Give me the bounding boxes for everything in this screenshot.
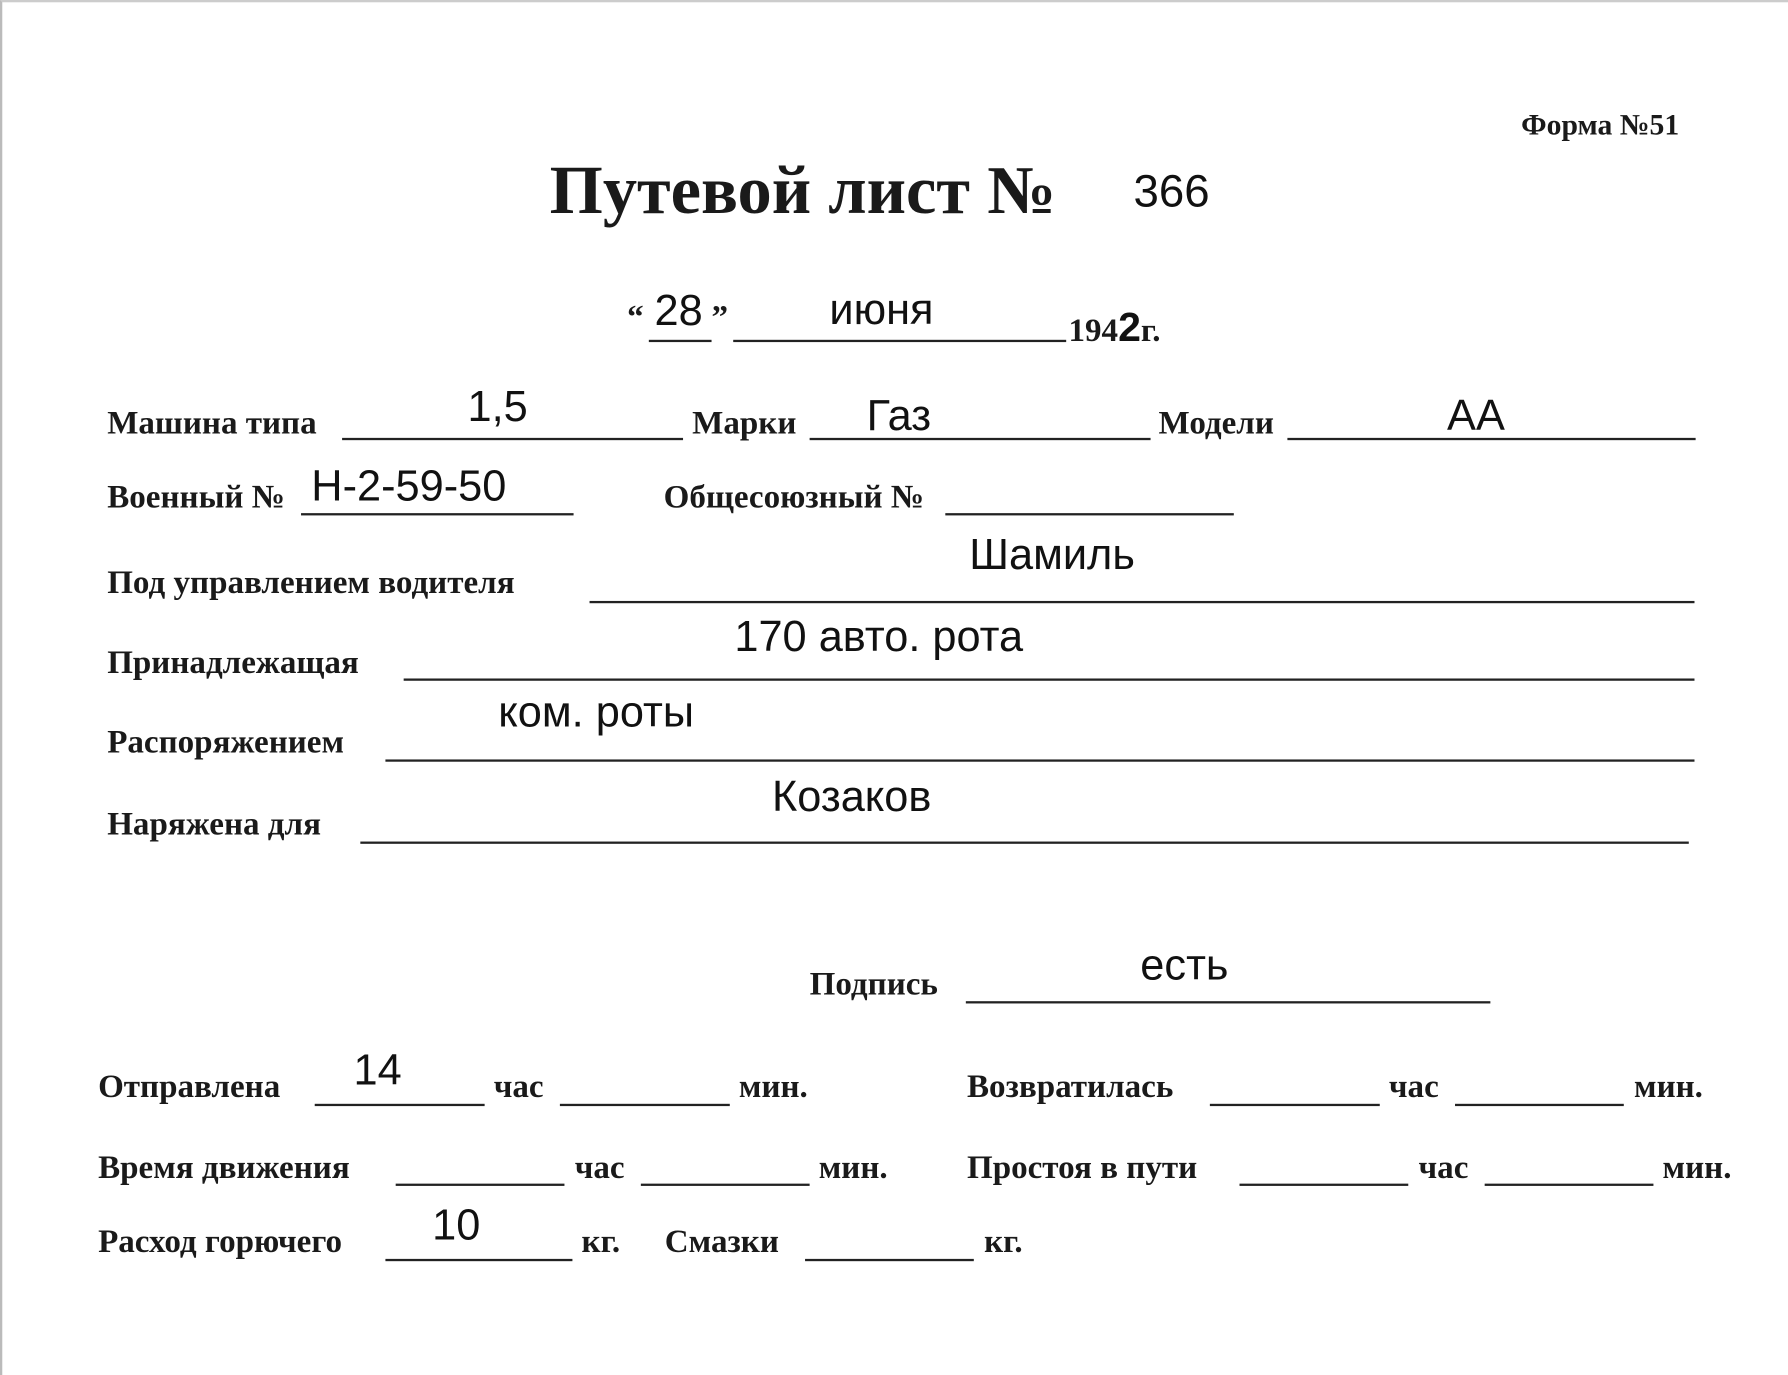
lubricant-label: Смазки bbox=[664, 1223, 779, 1261]
date-day-line bbox=[649, 340, 712, 342]
order-value[interactable]: ком. роты bbox=[498, 688, 694, 737]
assigned-line bbox=[360, 842, 1688, 844]
order-line bbox=[385, 759, 1694, 761]
fuel-label: Расход горючего bbox=[98, 1223, 343, 1261]
page-title: Путевой лист № bbox=[549, 152, 1056, 229]
departed-hours-line bbox=[315, 1104, 485, 1106]
date-open-quote: “ bbox=[627, 298, 644, 336]
year-suffix: г. bbox=[1140, 312, 1161, 349]
idle-minutes-line[interactable] bbox=[1485, 1184, 1654, 1186]
make-line bbox=[810, 438, 1151, 440]
lubricant-unit: кг. bbox=[984, 1223, 1023, 1261]
belongs-value[interactable]: 170 авто. рота bbox=[734, 613, 1024, 662]
military-no-line bbox=[301, 513, 574, 515]
model-label: Модели bbox=[1158, 404, 1274, 442]
departed-minutes-line[interactable] bbox=[560, 1104, 730, 1106]
vehicle-type-value[interactable]: 1,5 bbox=[467, 383, 528, 432]
fuel-line bbox=[385, 1259, 572, 1261]
signature-line bbox=[966, 1001, 1491, 1003]
travel-time-label: Время движения bbox=[98, 1149, 350, 1186]
military-no-label: Военный № bbox=[107, 478, 285, 516]
assigned-label: Наряжена для bbox=[107, 806, 321, 843]
date-day-value[interactable]: 28 bbox=[654, 287, 703, 336]
fuel-value[interactable]: 10 bbox=[432, 1201, 481, 1250]
order-label: Распоряжением bbox=[107, 724, 345, 761]
union-no-line[interactable] bbox=[945, 513, 1233, 515]
union-no-label: Общесоюзный № bbox=[663, 478, 925, 516]
travel-minutes-line[interactable] bbox=[641, 1184, 810, 1186]
signature-value[interactable]: есть bbox=[1140, 941, 1229, 990]
year-digit-value[interactable]: 2 bbox=[1118, 303, 1141, 351]
idle-minutes-unit: мин. bbox=[1662, 1149, 1732, 1186]
departed-hours-value[interactable]: 14 bbox=[353, 1046, 402, 1095]
idle-label: Простоя в пути bbox=[966, 1149, 1198, 1186]
returned-hours-unit: час bbox=[1388, 1068, 1439, 1105]
belongs-line bbox=[404, 678, 1695, 680]
returned-hours-line[interactable] bbox=[1210, 1104, 1380, 1106]
date-month-value[interactable]: июня bbox=[829, 286, 934, 335]
form-number: Форма №51 bbox=[1521, 108, 1680, 142]
signature-label: Подпись bbox=[809, 965, 938, 1003]
year-prefix: 194 bbox=[1068, 312, 1119, 349]
lubricant-line[interactable] bbox=[805, 1259, 974, 1261]
departed-label: Отправлена bbox=[98, 1068, 281, 1105]
driver-line bbox=[590, 601, 1695, 603]
model-value[interactable]: АА bbox=[1447, 392, 1505, 441]
vehicle-type-line bbox=[342, 438, 683, 440]
travel-minutes-unit: мин. bbox=[818, 1149, 888, 1186]
driver-value[interactable]: Шамиль bbox=[969, 531, 1135, 580]
date-year bbox=[1068, 303, 1161, 351]
returned-minutes-unit: мин. bbox=[1634, 1068, 1703, 1105]
fuel-unit: кг. bbox=[581, 1223, 621, 1261]
date-month-line bbox=[733, 340, 1066, 342]
sheet-number-value[interactable]: 366 bbox=[1133, 166, 1210, 217]
returned-label: Возвратилась bbox=[966, 1068, 1174, 1105]
military-no-value[interactable]: Н-2-59-50 bbox=[311, 462, 507, 511]
make-label: Марки bbox=[692, 404, 797, 442]
assigned-value[interactable]: Козаков bbox=[771, 773, 932, 822]
date-close-quote: ” bbox=[711, 298, 729, 336]
travel-hours-unit: час bbox=[574, 1149, 625, 1186]
idle-hours-line[interactable] bbox=[1240, 1184, 1409, 1186]
make-value[interactable]: Газ bbox=[866, 392, 932, 441]
idle-hours-unit: час bbox=[1418, 1149, 1469, 1186]
departed-minutes-unit: мин. bbox=[738, 1068, 808, 1105]
driver-label: Под управлением водителя bbox=[107, 564, 515, 601]
belongs-label: Принадлежащая bbox=[107, 644, 359, 681]
vehicle-type-label: Машина типа bbox=[107, 404, 317, 442]
travel-hours-line[interactable] bbox=[396, 1184, 565, 1186]
returned-minutes-line[interactable] bbox=[1455, 1104, 1624, 1106]
departed-hours-unit: час bbox=[493, 1068, 544, 1105]
